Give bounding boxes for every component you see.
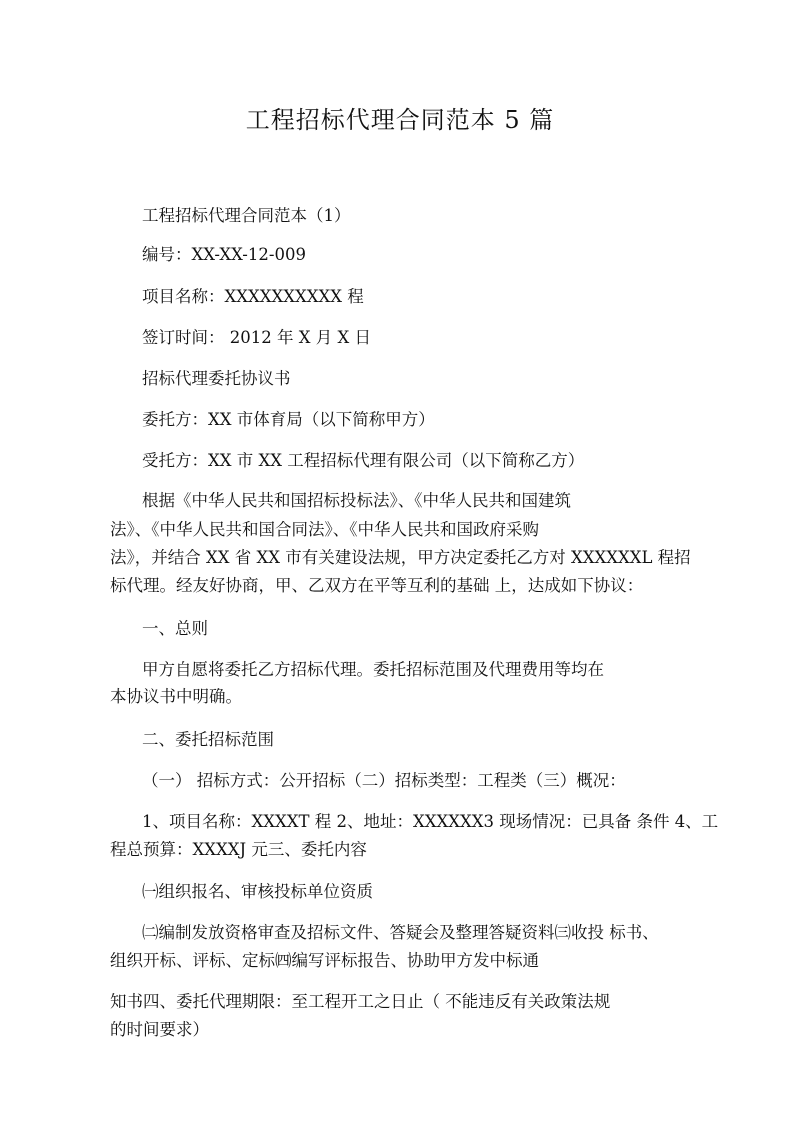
agreement-heading: 招标代理委托协议书 <box>142 369 291 388</box>
basis-paragraph-line: 标代理。经友好协商，甲、乙双方在平等互利的基础 上，达成如下协议： <box>110 576 644 595</box>
project-name: 项目名称：XXXXXXXXXX 程 <box>142 287 364 306</box>
agent-party: 受托方：XX 市 XX 工程招标代理有限公司（以下简称乙方） <box>142 451 585 470</box>
basis-paragraph-line: 根据《中华人民共和国招标投标法》、《中华人民共和国建筑 <box>142 491 571 510</box>
basis-paragraph-line: 法》、《中华人民共和国合同法》、《中华人民共和国政府采购 <box>110 520 539 539</box>
contract-subtitle: 工程招标代理合同范本（1） <box>142 206 351 225</box>
sign-date: 签订时间： 2012 年 X 月 X 日 <box>142 328 371 347</box>
section-general-body-line: 甲方自愿将委托乙方招标代理。委托招标范围及代理费用等均在 <box>142 660 604 679</box>
section-scope-heading: 二、委托招标范围 <box>142 730 274 749</box>
principal-party: 委托方：XX 市体育局（以下简称甲方） <box>142 410 435 429</box>
project-info-line: 程总预算：XXXXJ 元三、委托内容 <box>110 840 367 859</box>
entrusted-content-item: ㈠组织报名、审核投标单位资质 <box>142 882 373 901</box>
agency-period-line: 知书四、委托代理期限：至工程开工之日止（ 不能违反有关政策法规 <box>110 992 611 1011</box>
basis-paragraph-line: 法》，并结合 XX 省 XX 市有关建设法规，甲方决定委托乙方对 XXXXXXL 程招 <box>110 548 691 567</box>
entrusted-content-item: 组织开标、评标、定标㈣编写评标报告、协助甲方发中标通 <box>110 951 539 970</box>
project-info-line: 1、项目名称：XXXXT 程 2、地址：XXXXXX3 现场情况：已具备 条件 4、工 <box>142 812 719 831</box>
document-title: 工程招标代理合同范本 5 篇 <box>245 106 555 134</box>
section-general-body-line: 本协议书中明确。 <box>110 687 242 706</box>
bidding-method: （一） 招标方式：公开招标（二）招标类型：工程类（三）概况： <box>142 771 626 790</box>
section-general-heading: 一、总则 <box>142 619 208 638</box>
contract-number: 编号：XX-XX-12-009 <box>142 245 306 264</box>
entrusted-content-item: ㈡编制发放资格审查及招标文件、答疑会及整理答疑资料㈢收投 标书、 <box>142 923 659 942</box>
agency-period-line: 的时间要求） <box>110 1020 209 1039</box>
